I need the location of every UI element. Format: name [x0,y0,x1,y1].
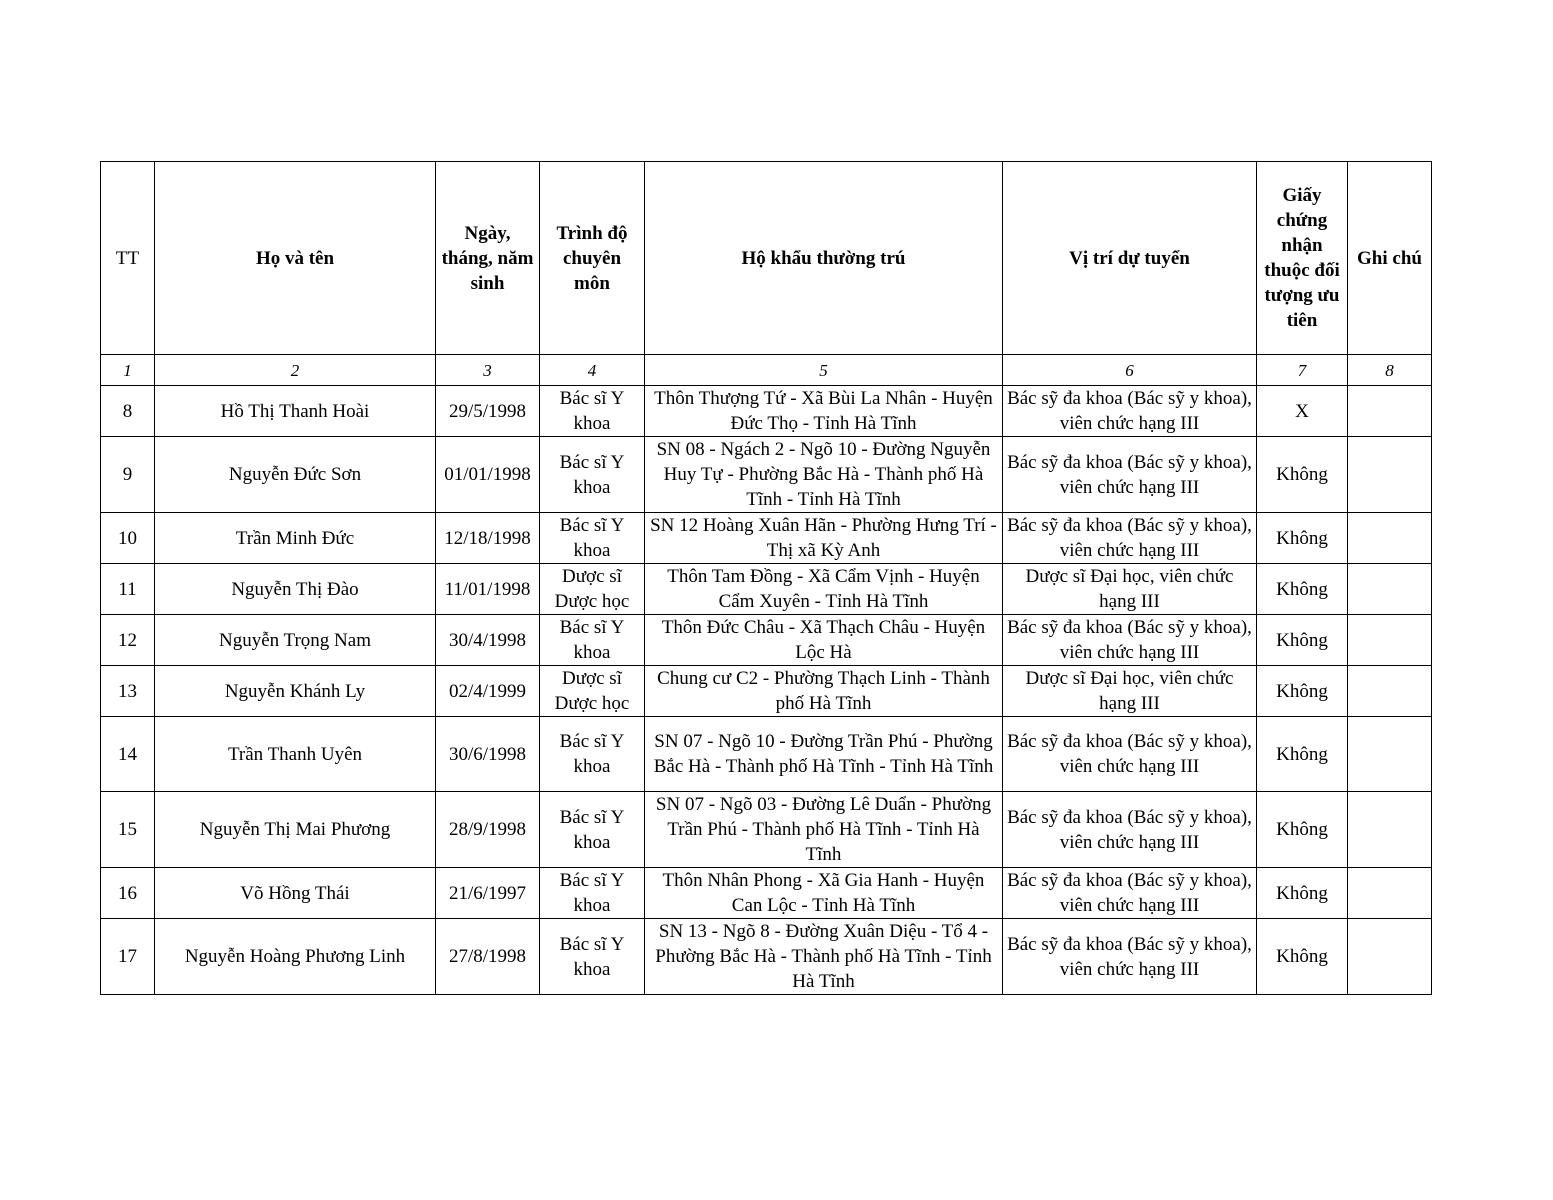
cell-address: Thôn Đức Châu - Xã Thạch Châu - Huyện Lộc Hà [645,615,1003,666]
cell-address: SN 08 - Ngách 2 - Ngõ 10 - Đường Nguyễn Huy Tự - Phường Bắc Hà - Thành phố Hà Tĩnh - Tỉnh Hà Tĩnh [645,437,1003,513]
cell-position: Bác sỹ đa khoa (Bác sỹ y khoa), viên chức hạng III [1003,919,1257,995]
table-row [101,666,1432,717]
cell-note [1348,564,1432,615]
cell-note [1348,919,1432,995]
cell-name: Võ Hồng Thái [155,868,436,919]
cell-note [1348,513,1432,564]
cell-dob: 01/01/1998 [436,437,540,513]
cell-note [1348,792,1432,868]
cell-priority: Không [1257,717,1348,792]
cell-dob: 02/4/1999 [436,666,540,717]
table-row [101,919,1432,995]
cell-dob: 21/6/1997 [436,868,540,919]
header-priority: Giấy chứng nhận thuộc đối tượng ưu tiên [1257,162,1348,355]
table-row [101,386,1432,437]
cell-tt: 15 [101,792,155,868]
cell-address: SN 12 Hoàng Xuân Hãn - Phường Hưng Trí - Thị xã Kỳ Anh [645,513,1003,564]
cell-qualification: Bác sĩ Y khoa [540,615,645,666]
table-row [101,564,1432,615]
header-tt: TT [101,162,155,355]
cell-dob: 30/6/1998 [436,717,540,792]
cell-position: Bác sỹ đa khoa (Bác sỹ y khoa), viên chức hạng III [1003,868,1257,919]
cell-note [1348,615,1432,666]
cell-dob: 28/9/1998 [436,792,540,868]
cell-qualification: Dược sĩ Dược học [540,564,645,615]
header-note: Ghi chú [1348,162,1432,355]
cell-name: Trần Minh Đức [155,513,436,564]
cell-tt: 9 [101,437,155,513]
cell-note [1348,386,1432,437]
cell-address: Thôn Tam Đồng - Xã Cẩm Vịnh - Huyện Cẩm Xuyên - Tỉnh Hà Tĩnh [645,564,1003,615]
cell-name: Hồ Thị Thanh Hoài [155,386,436,437]
cell-address: Thôn Nhân Phong - Xã Gia Hanh - Huyện Can Lộc - Tỉnh Hà Tĩnh [645,868,1003,919]
cell-priority: Không [1257,564,1348,615]
cell-name: Nguyễn Hoàng Phương Linh [155,919,436,995]
cell-note [1348,717,1432,792]
cell-address: Chung cư C2 - Phường Thạch Linh - Thành phố Hà Tĩnh [645,666,1003,717]
header-name: Họ và tên [155,162,436,355]
cell-address: SN 13 - Ngõ 8 - Đường Xuân Diệu - Tổ 4 - Phường Bắc Hà - Thành phố Hà Tĩnh - Tỉnh Hà Tĩnh [645,919,1003,995]
column-number: 3 [436,355,540,386]
cell-tt: 17 [101,919,155,995]
table-row [101,513,1432,564]
column-number: 8 [1348,355,1432,386]
cell-note [1348,437,1432,513]
column-number: 1 [101,355,155,386]
cell-address: SN 07 - Ngõ 10 - Đường Trần Phú - Phường Bắc Hà - Thành phố Hà Tĩnh - Tỉnh Hà Tĩnh [645,717,1003,792]
cell-position: Bác sỹ đa khoa (Bác sỹ y khoa), viên chức hạng III [1003,386,1257,437]
cell-dob: 29/5/1998 [436,386,540,437]
cell-tt: 13 [101,666,155,717]
column-number: 2 [155,355,436,386]
column-number-row [101,355,1432,386]
column-number: 6 [1003,355,1257,386]
cell-dob: 12/18/1998 [436,513,540,564]
header-row [101,162,1432,355]
table-row [101,717,1432,792]
cell-priority: Không [1257,615,1348,666]
cell-qualification: Bác sĩ Y khoa [540,792,645,868]
table-row [101,437,1432,513]
cell-priority: Không [1257,868,1348,919]
cell-position: Bác sỹ đa khoa (Bác sỹ y khoa), viên chức hạng III [1003,792,1257,868]
cell-priority: Không [1257,513,1348,564]
cell-position: Dược sĩ Đại học, viên chức hạng III [1003,666,1257,717]
column-number: 5 [645,355,1003,386]
cell-position: Bác sỹ đa khoa (Bác sỹ y khoa), viên chức hạng III [1003,717,1257,792]
cell-tt: 12 [101,615,155,666]
cell-tt: 14 [101,717,155,792]
table-row [101,792,1432,868]
cell-name: Nguyễn Trọng Nam [155,615,436,666]
cell-qualification: Bác sĩ Y khoa [540,437,645,513]
cell-tt: 10 [101,513,155,564]
cell-dob: 27/8/1998 [436,919,540,995]
header-position: Vị trí dự tuyển [1003,162,1257,355]
cell-priority: Không [1257,792,1348,868]
column-number: 4 [540,355,645,386]
header-address: Hộ khẩu thường trú [645,162,1003,355]
cell-qualification: Bác sĩ Y khoa [540,717,645,792]
cell-qualification: Bác sĩ Y khoa [540,386,645,437]
header-dob: Ngày, tháng, năm sinh [436,162,540,355]
cell-dob: 11/01/1998 [436,564,540,615]
table-row [101,868,1432,919]
cell-position: Bác sỹ đa khoa (Bác sỹ y khoa), viên chức hạng III [1003,513,1257,564]
header-qualification: Trình độ chuyên môn [540,162,645,355]
table-row [101,615,1432,666]
cell-qualification: Bác sĩ Y khoa [540,919,645,995]
cell-qualification: Bác sĩ Y khoa [540,868,645,919]
cell-name: Nguyễn Khánh Ly [155,666,436,717]
cell-name: Nguyễn Thị Đào [155,564,436,615]
cell-priority: Không [1257,437,1348,513]
cell-address: Thôn Thượng Tứ - Xã Bùi La Nhân - Huyện Đức Thọ - Tỉnh Hà Tĩnh [645,386,1003,437]
cell-note [1348,666,1432,717]
cell-qualification: Dược sĩ Dược học [540,666,645,717]
cell-dob: 30/4/1998 [436,615,540,666]
cell-priority: Không [1257,666,1348,717]
cell-name: Trần Thanh Uyên [155,717,436,792]
cell-qualification: Bác sĩ Y khoa [540,513,645,564]
cell-name: Nguyễn Đức Sơn [155,437,436,513]
cell-priority: Không [1257,919,1348,995]
cell-priority: X [1257,386,1348,437]
cell-position: Bác sỹ đa khoa (Bác sỹ y khoa), viên chức hạng III [1003,437,1257,513]
cell-name: Nguyễn Thị Mai Phương [155,792,436,868]
cell-note [1348,868,1432,919]
candidate-table [100,161,1432,995]
cell-tt: 8 [101,386,155,437]
cell-tt: 16 [101,868,155,919]
cell-tt: 11 [101,564,155,615]
cell-position: Dược sĩ Đại học, viên chức hạng III [1003,564,1257,615]
cell-position: Bác sỹ đa khoa (Bác sỹ y khoa), viên chức hạng III [1003,615,1257,666]
cell-address: SN 07 - Ngõ 03 - Đường Lê Duẩn - Phường Trần Phú - Thành phố Hà Tĩnh - Tỉnh Hà Tĩnh [645,792,1003,868]
column-number: 7 [1257,355,1348,386]
